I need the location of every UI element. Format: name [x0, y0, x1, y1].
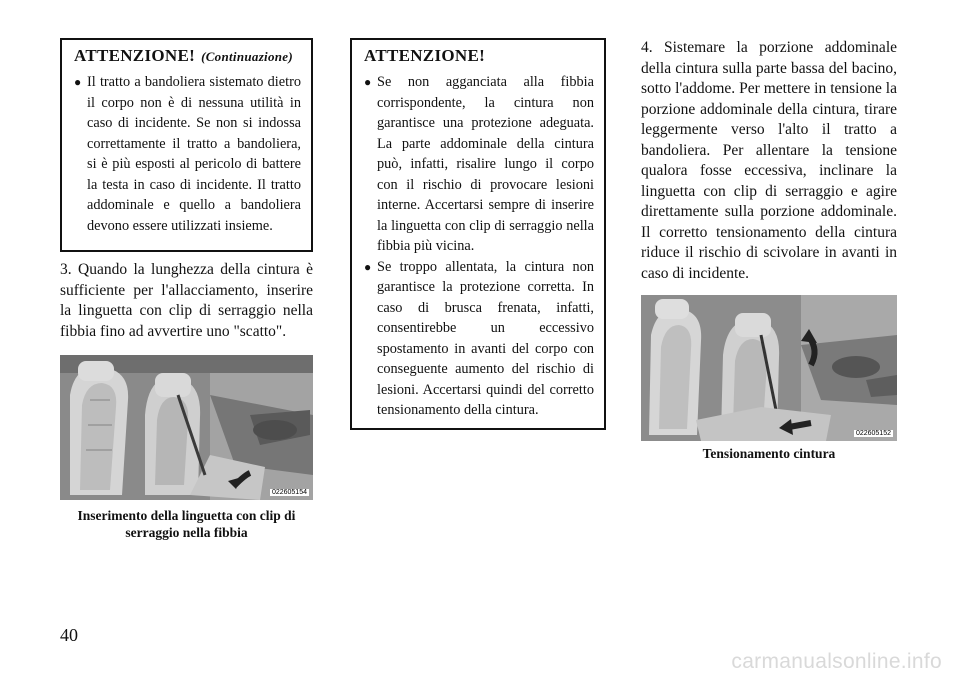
bullet-icon: ● [364, 259, 372, 274]
figure-code: 022605154 [271, 489, 307, 496]
warning-continued-label: (Continuazione) [201, 49, 293, 64]
warning-item-text: Se non agganciata alla fibbia corrispondente, la cintura non garantisce una protezione adeguata. La parte addominale della cintura può, infatti, risalire lungo il corpo con il rischio di provocare lesioni interne. Accertarsi sempre di inserire la linguetta con clip di serraggio nella fibbia più vicina. [377, 74, 594, 254]
column-left [60, 38, 313, 541]
step-4-paragraph: 4. Sistemare la porzione addominale della cintura sulla parte bassa del bacino, sotto l'addome. Per mettere in tensione la porzione addominale della cintura, tirare leggermente verso l'alto il tratto a bandoliera. Per allentare la tensione qualora fosse eccessiva, inclinare la linguetta con clip di serraggio e agire direttamente sulla porzione addominale. Il corretto tensionamento della cintura riduce il rischio di scivolare in avanti in caso di incidente. [641, 39, 897, 282]
warning-list [364, 72, 594, 421]
watermark: carmanualsonline.info [731, 650, 942, 673]
figure-belt-tensioning [641, 295, 897, 441]
figure-caption: Inserimento della linguetta con clip di serraggio nella fibbia [77, 508, 296, 540]
bullet-icon: ● [74, 75, 82, 89]
column-right [641, 38, 897, 462]
figure-code: 022605152 [855, 430, 891, 437]
warning-box [350, 38, 606, 430]
warning-title [74, 46, 301, 66]
page-number: 40 [60, 625, 78, 645]
bullet-icon: ● [364, 75, 372, 89]
warning-title: ATTENZIONE! [364, 46, 486, 65]
warning-item [364, 257, 594, 421]
seat-illustration [641, 295, 897, 441]
step-3-paragraph: 3. Quando la lunghezza della cintura è sufficiente per l'allacciamento, inserire la linguetta con clip di serraggio nella fibbia fino ad avvertire uno "scatto". [60, 261, 313, 340]
seat-illustration [60, 355, 313, 500]
warning-title-text: ATTENZIONE! [74, 46, 196, 65]
warning-item-text: Se troppo allentata, la cintura non garantisce la protezione corretta. In caso di brusca frenata, infatti, consentirebbe un eccessivo spostamento in avanti del corpo con conseguente aumento del rischio di lesioni. Accertarsi quindi del corretto tensionamento della cintura. [377, 258, 594, 418]
column-middle [350, 38, 606, 430]
warning-list [74, 72, 301, 236]
figure-buckle-insertion [60, 355, 313, 500]
warning-item [74, 72, 301, 236]
warning-item [364, 72, 594, 257]
warning-box-continued [60, 38, 313, 252]
figure-caption: Tensionamento cintura [702, 446, 836, 461]
warning-item-text: Il tratto a bandoliera sistemato dietro il corpo non è di nessuna utilità in caso di incidente. Se non si indossa correttamente il tratto a bandoliera, si è più esposti al pericolo di battere la testa in caso di incidente. Il tratto addominale e quello a bandoliera devono essere utilizzati insieme. [87, 74, 301, 234]
